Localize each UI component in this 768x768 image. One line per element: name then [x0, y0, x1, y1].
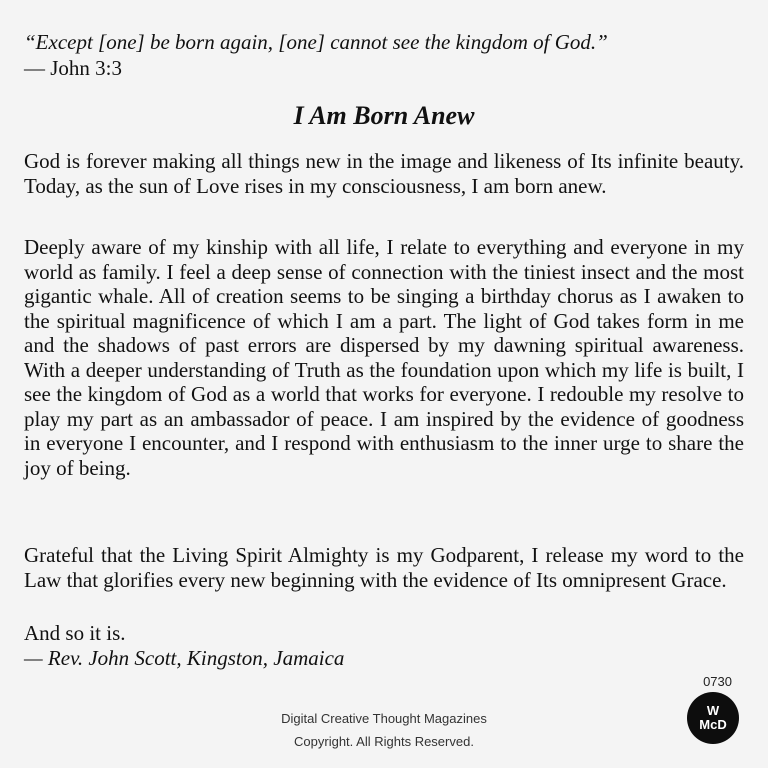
scripture-quote: “Except [one] be born again, [one] cannot see the kingdom of God.” — [24, 30, 608, 54]
paragraph-2: Deeply aware of my kinship with all life, I relate to everything and everyone in my world as family. I feel a deep sense of connection with the tiniest insect and the most gigantic whale. All of creation seems to be singing a birthday chorus as I awaken to the spiritual magnificence of which I am a part. The light of God takes form in me and the shadows of past errors are dispersed by my dawning spiritual awareness. With a deeper understanding of Truth as the foundation upon which my life is built, I see the kingdom of God as a world that works for everyone. I redouble my resolve to play my part as an ambassador of peace. I am inspired by the evidence of goodness in everyone I encounter, and I respond with enthusiasm to the inner urge to share the joy of being. — [24, 235, 744, 480]
paragraph-3: Grateful that the Living Spirit Almighty is my Godparent, I release my word to the Law that glorifies every new beginning with the evidence of Its omnipresent Grace. — [24, 543, 744, 592]
closing-line: And so it is. — [24, 621, 126, 645]
author-signature: — Rev. John Scott, Kingston, Jamaica — [24, 646, 345, 670]
paragraph-1: God is forever making all things new in the image and likeness of Its infinite beauty. Today, as the sun of Love rises in my consciousness, I am born anew. — [24, 149, 744, 198]
scripture-reference: — John 3:3 — [24, 56, 123, 80]
logo-text-bottom: McD — [699, 717, 727, 732]
footer-publisher: Digital Creative Thought Magazines — [281, 711, 487, 726]
issue-code: 0730 — [703, 674, 732, 689]
page-title: I Am Born Anew — [293, 101, 475, 130]
logo-text-top: W — [706, 703, 720, 718]
footer-copyright: Copyright. All Rights Reserved. — [294, 734, 474, 749]
